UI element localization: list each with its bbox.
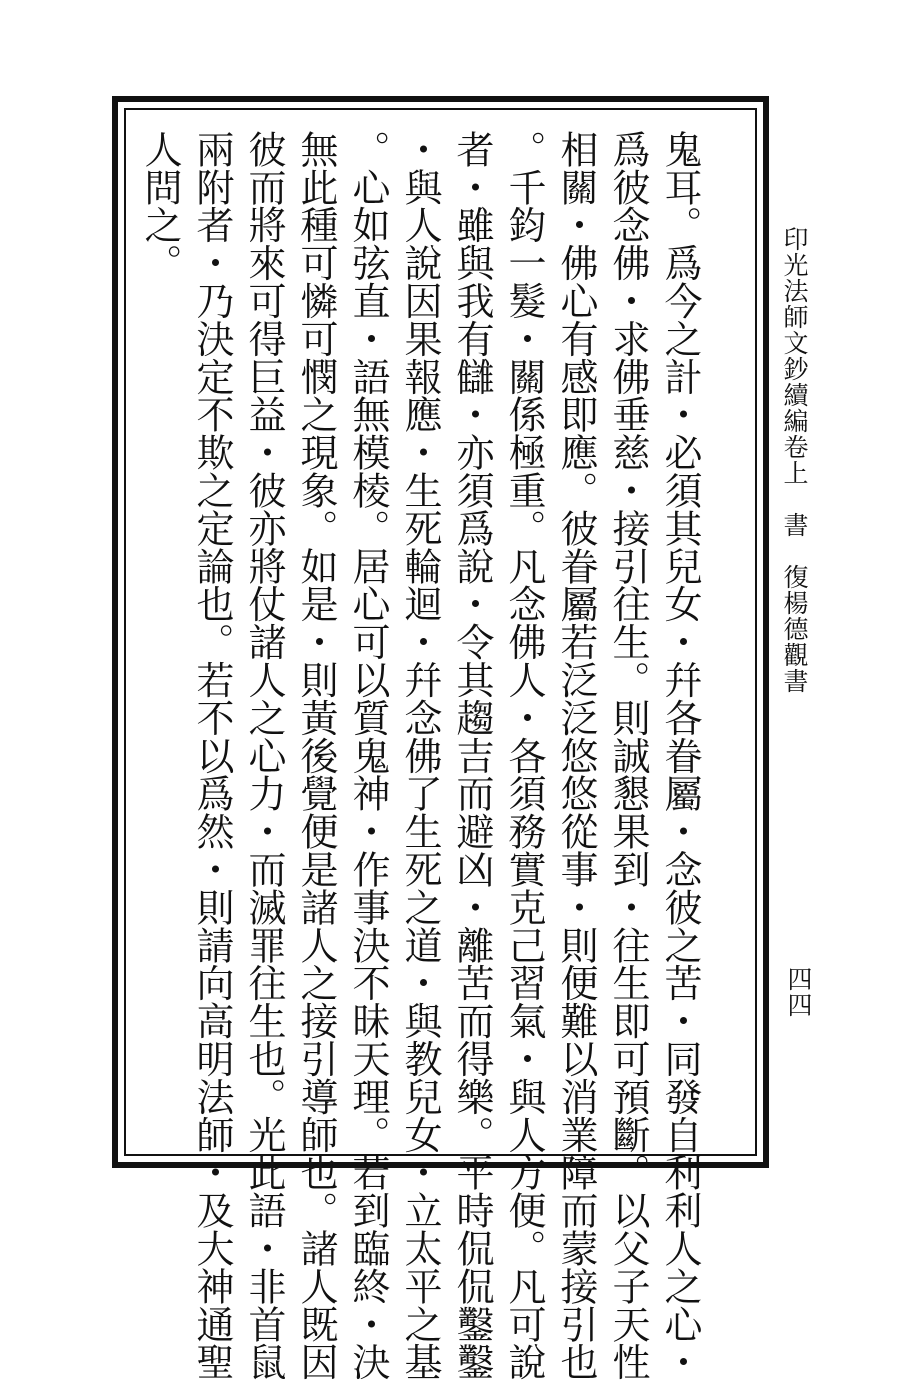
- body-text: 鬼耳。爲今之計・必須其兒女・幷各眷屬・念彼之苦・同發自利利人之心・ 爲彼念佛・求佛垂慈・接引往生。則誠懇果到・往生即可預斷。以父子天性 相關・佛心有感即應。彼眷屬若泛泛悠悠從事・則便難以消業障而蒙接引也 。千鈞一髮・關係極重。凡念佛人・各須務實克己習氣・與人方便。凡可說 者・雖與我有讎・亦須爲說・令其趨吉而避凶・離苦而得樂。平時侃侃鑿鑿 ・與人說因果報應・生死輪迴・幷念佛了生死之道・與教兒女・立太平之基 。心如弦直・語無模棱。居心可以質鬼神・作事決不昧天理。若到臨終・決 無此種可憐可憫之現象。如是・則黃後覺便是諸人之接引導師也。諸人既因 彼而將來可得巨益・彼亦將仗諸人之心力・而滅罪往生也。光此語・非首鼠 兩附者・乃決定不欺之定論也。若不以爲然・則請向高明法師・及大神通聖 人問之。: [138, 130, 702, 1381]
- page-number: 四四: [784, 966, 813, 1018]
- running-header: 印光法師文鈔續編卷上 書 復楊德觀書: [780, 226, 809, 694]
